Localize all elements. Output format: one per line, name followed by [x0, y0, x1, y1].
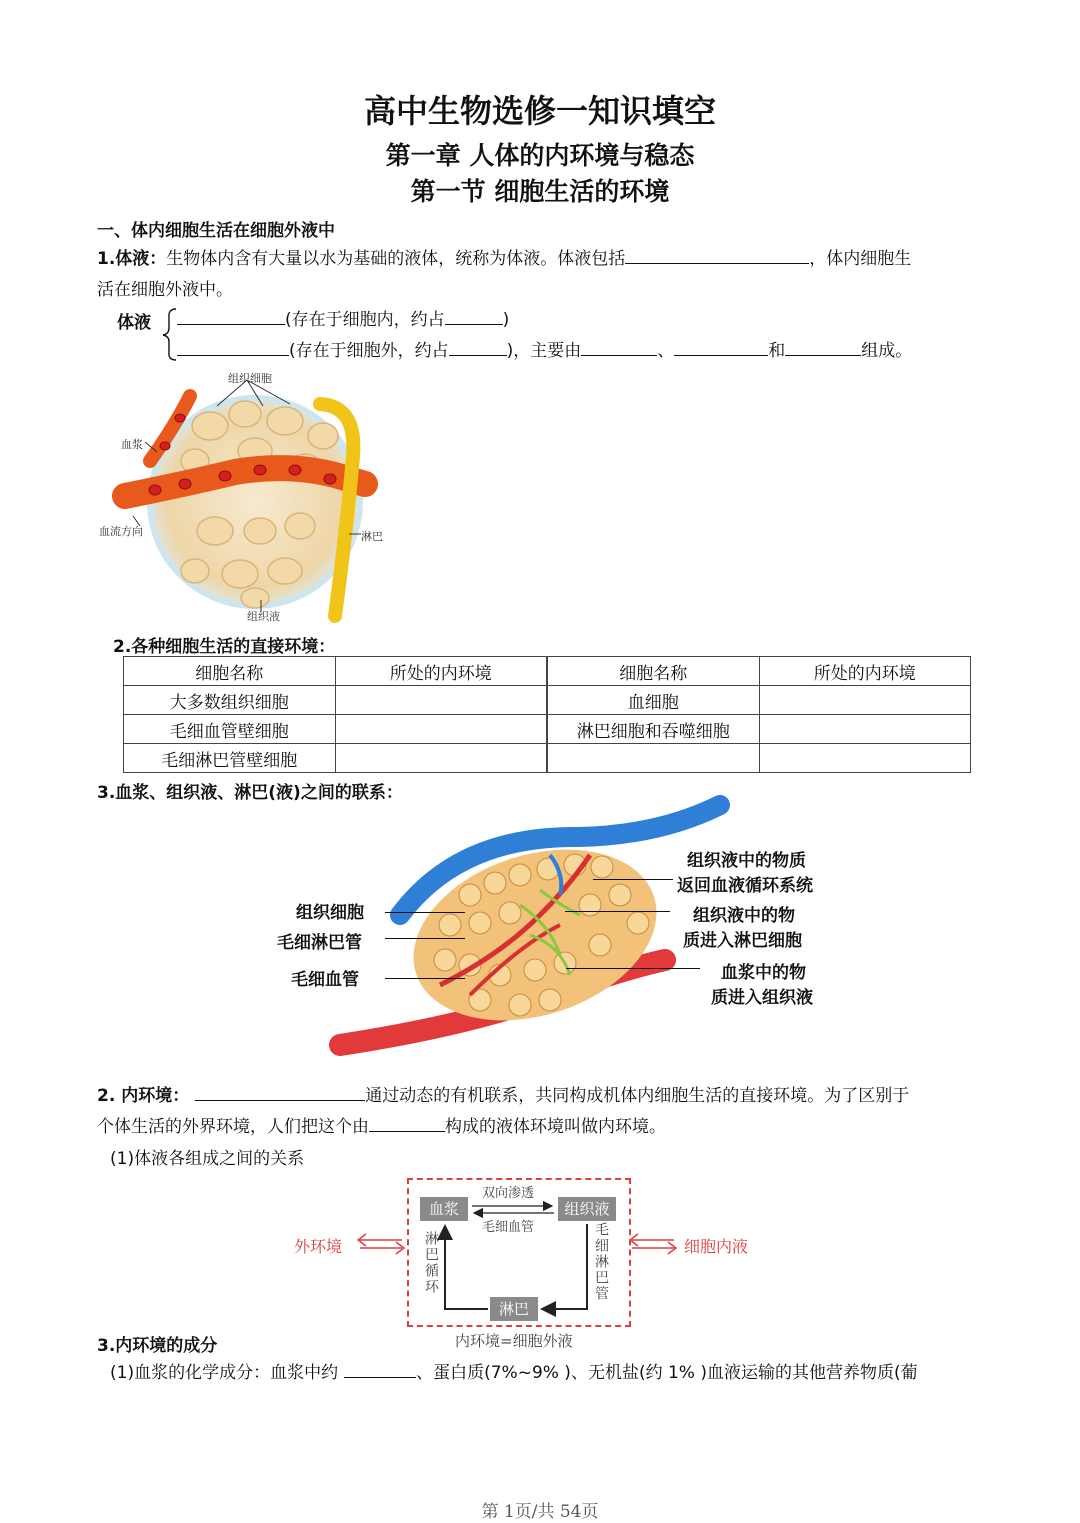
fluid-relation-diagram — [290, 1176, 760, 1350]
part1-heading: 一、体内细胞生活在细胞外液中 — [97, 221, 335, 241]
inner-env-sub1: (1)体液各组成之间的关系 — [110, 1149, 305, 1169]
blank-component-2[interactable] — [674, 337, 768, 356]
label-blood-capillary: 毛细血管 — [291, 970, 359, 990]
cell-name: 毛细血管壁细胞 — [124, 715, 336, 744]
inner-env-text-c: 构成的液体环境叫做内环境。 — [445, 1117, 666, 1137]
label-lymph: 淋巴 — [361, 530, 383, 543]
header-cell-name-1: 细胞名称 — [124, 657, 336, 686]
cell-name: 淋巴细胞和吞噬细胞 — [547, 715, 759, 744]
chapter-title: 第一章 人体的内环境与稳态 — [385, 141, 695, 170]
label-equation: 内环境=细胞外液 — [455, 1332, 573, 1350]
label-tissue-cells-2: 组织细胞 — [296, 903, 364, 923]
item1-text-a: 生物体内含有大量以水为基础的液体，统称为体液。体液包括 — [166, 249, 626, 269]
blank-extracellular[interactable] — [177, 337, 289, 356]
answer-cell[interactable] — [759, 686, 971, 715]
label-bidirectional: 双向渗透 — [482, 1186, 535, 1201]
item1-text-c: 活在细胞外液中。 — [97, 280, 233, 300]
label-lymph-capillary-2: 毛细淋巴管 — [593, 1222, 609, 1302]
brace-row2 — [177, 336, 912, 367]
capillary-network-illustration — [320, 795, 740, 1065]
row2-text-a: (存在于细胞外，约占 — [289, 341, 449, 361]
header-env-1: 所处的内环境 — [335, 657, 547, 686]
table-header-row — [124, 657, 971, 686]
item3-heading: 3.血浆、组织液、淋巴(液)之间的联系： — [97, 783, 403, 803]
inner-env-text-a: 通过动态的有机联系，共同构成机体内细胞生活的直接环境。为了区别于 — [365, 1086, 910, 1106]
item1-label: 1.体液： — [97, 249, 167, 269]
table-row — [124, 744, 971, 773]
cell-name: 大多数组织细胞 — [124, 686, 336, 715]
inner-env-paragraph — [97, 1081, 987, 1143]
page-title: 高中生物选修一知识填空 — [363, 92, 716, 130]
row2-text-e: 组成。 — [861, 341, 913, 361]
blank-body-fluid-parts[interactable] — [625, 245, 809, 264]
answer-cell[interactable] — [335, 686, 547, 715]
composition-text-a: (1)血浆的化学成分：血浆中约 — [110, 1363, 339, 1383]
blank-component-3[interactable] — [785, 337, 861, 356]
row1-text-a: (存在于细胞内，约占 — [285, 310, 445, 330]
label-right-3a: 血浆中的物 — [721, 963, 806, 983]
label-right-3b: 质进入组织液 — [711, 988, 813, 1008]
label-plasma: 血浆 — [121, 438, 143, 451]
cell-environment-table — [123, 656, 971, 773]
pointer-line — [385, 978, 465, 979]
answer-cell[interactable] — [335, 744, 547, 773]
pointer-line — [566, 968, 700, 969]
page-footer: 第 1页/共 54页 — [481, 1502, 599, 1522]
section-title: 第一节 细胞生活的环境 — [410, 177, 670, 206]
blank-component-1[interactable] — [581, 337, 657, 356]
node-plasma: 血浆 — [420, 1197, 468, 1221]
brace-row1 — [177, 305, 509, 336]
blank-intracellular-ratio[interactable] — [445, 306, 503, 325]
pointer-line — [565, 911, 670, 912]
pointer-line — [385, 912, 465, 913]
answer-cell[interactable] — [759, 744, 971, 773]
label-lymph-capillary: 毛细淋巴管 — [277, 933, 362, 953]
composition-line1 — [110, 1358, 918, 1389]
cell-name: 血细胞 — [547, 686, 759, 715]
pointer-line — [385, 938, 465, 939]
item1-text-b: ，体内细胞生 — [809, 249, 912, 269]
item1-paragraph — [97, 244, 987, 306]
label-outer-env: 外环境 — [294, 1237, 343, 1256]
node-tissue-fluid: 组织液 — [558, 1197, 616, 1221]
row1-text-b: ) — [502, 310, 510, 330]
header-cell-name-2: 细胞名称 — [547, 657, 759, 686]
label-capillary-wall: 毛细血管 — [482, 1220, 535, 1235]
label-right-2a: 组织液中的物 — [693, 906, 795, 926]
answer-cell[interactable] — [759, 715, 971, 744]
item2-heading: 2.各种细胞生活的直接环境： — [113, 637, 336, 657]
inner-env-text-b: 个体生活的外界环境，人们把这个由 — [97, 1117, 369, 1137]
label-intracellular-fluid: 细胞内液 — [684, 1237, 749, 1256]
row2-text-d: 和 — [768, 341, 786, 361]
label-tissue-fluid: 组织液 — [247, 610, 280, 623]
label-tissue-cells: 组织细胞 — [228, 372, 272, 385]
node-lymph: 淋巴 — [490, 1297, 538, 1321]
row2-text-b: )，主要由 — [506, 341, 582, 361]
row2-text-c: 、 — [657, 341, 675, 361]
table-row — [124, 715, 971, 744]
table-row — [124, 686, 971, 715]
label-flow-direction: 血流方向 — [99, 525, 143, 538]
cell-name: 毛细淋巴管壁细胞 — [124, 744, 336, 773]
composition-heading: 3.内环境的成分 — [97, 1336, 218, 1356]
composition-text-b: 、蛋白质(7%~9% )、无机盐(约 1% )血液运输的其他营养物质(葡 — [416, 1363, 918, 1383]
label-lymph-circulation: 淋巴循环 — [423, 1231, 439, 1295]
blank-water-ratio[interactable] — [344, 1359, 416, 1378]
figure-tissue-illustration — [95, 366, 395, 628]
blank-intracellular[interactable] — [177, 306, 285, 325]
blank-inner-env-fluid[interactable] — [369, 1113, 445, 1132]
blank-extracellular-ratio[interactable] — [449, 337, 507, 356]
pointer-line — [593, 879, 673, 880]
blank-inner-env-components[interactable] — [195, 1082, 365, 1101]
inner-env-label: 2. 内环境： — [97, 1086, 190, 1106]
header-env-2: 所处的内环境 — [759, 657, 971, 686]
tissue-illustration-image — [95, 366, 395, 628]
label-right-1a: 组织液中的物质 — [687, 851, 806, 871]
label-right-1b: 返回血液循环系统 — [677, 876, 813, 896]
brace-label: 体液 — [117, 313, 151, 333]
answer-cell[interactable] — [335, 715, 547, 744]
label-right-2b: 质进入淋巴细胞 — [683, 931, 802, 951]
cell-name — [547, 744, 759, 773]
